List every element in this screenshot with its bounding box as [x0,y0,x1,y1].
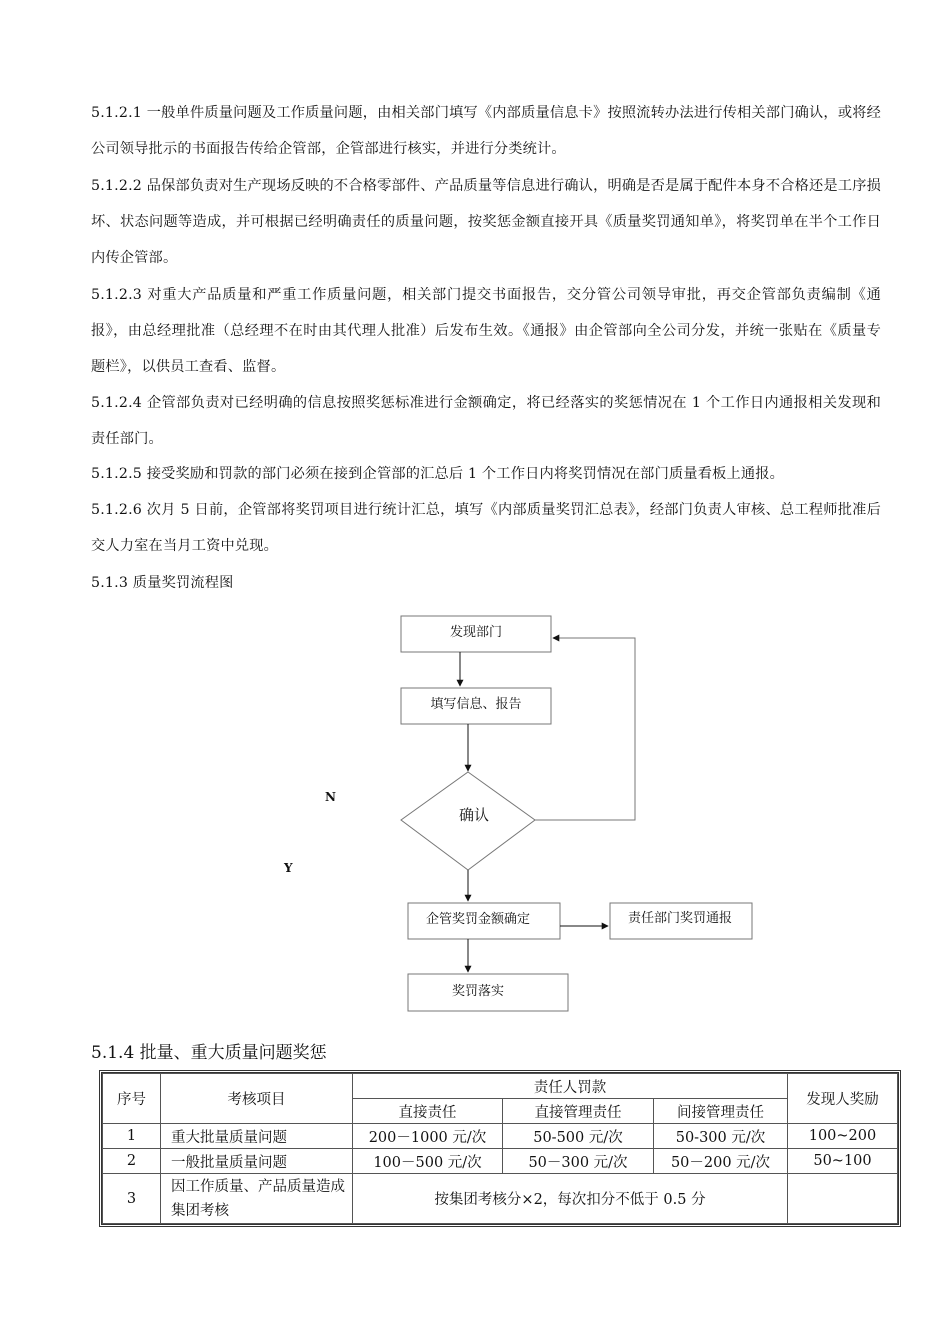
paragraph-5-1-2-2: 5.1.2.2 品保部负责对生产现场反映的不合格零部件、产品质量等信息进行确认，明确是否是属于配件本身不合格还是工序损坏、状态问题等造成，并可根据已经明确责任的质量问题，按奖惩金额直接开具《质量奖罚通知单》，将奖罚单在半个工作日内传企管部。 [91,178,881,266]
penalty-table [102,1073,898,1224]
section-title: 5.1.4 批量、重大质量问题奖惩 [91,1043,327,1063]
box-implement-label: 奖罚落实 [451,984,505,999]
table-row [103,1174,898,1224]
paragraph-5-1-2-4: 5.1.2.4 企管部负责对已经明确的信息按照奖惩标准进行金额确定，将已经落实的奖惩情况在 1 个工作日内通报相关发现和责任部门。 [91,395,881,447]
box-notify-label: 责任部门奖罚通报 [627,911,733,926]
flowchart-caption: 5.1.3 质量奖罚流程图 [91,575,234,591]
cell-indirect-mgmt: 50-300 元/次 [654,1124,788,1149]
cell-seq: 2 [103,1149,161,1174]
header-penalty-group: 责任人罚款 [353,1074,788,1099]
paragraph-5-1-2-6: 5.1.2.6 次月 5 日前，企管部将奖罚项目进行统计汇总，填写《内部质量奖罚汇总表》，经部门负责人审核、总工程师批准后交人力室在当月工资中兑现。 [91,502,881,554]
header-seq: 序号 [103,1074,161,1124]
paragraph-5-1-2-1: 5.1.2.1 一般单件质量问题及工作质量问题，由相关部门填写《内部质量信息卡》按照流转办法进行传相关部门确认，或将经公司领导批示的书面报告传给企管部，企管部进行核实，并进行分类统计。 [91,105,881,157]
cell-reward: 100~200 [788,1124,898,1149]
header-finder-reward: 发现人奖励 [788,1074,898,1124]
penalty-table-frame [99,1070,901,1227]
header-direct-mgmt: 直接管理责任 [503,1099,654,1124]
cell-direct: 200－1000 元/次 [353,1124,503,1149]
cell-reward [788,1174,898,1224]
paragraph-5-1-2-5: 5.1.2.5 接受奖励和罚款的部门必须在接到企管部的汇总后 1 个工作日内将奖罚情况在部门质量看板上通报。 [91,466,785,482]
cell-direct-mgmt: 50-500 元/次 [503,1124,654,1149]
cell-seq: 3 [103,1174,161,1224]
cell-seq: 1 [103,1124,161,1149]
paragraph-5-1-2-3: 5.1.2.3 对重大产品质量和严重工作质量问题，相关部门提交书面报告，交分管公司领导审批，再交企管部负责编制《通报》，由总经理批准（总经理不在时由其代理人批准）后发布生效。《通报》由企管部向全公司分发，并统一张贴在《质量专题栏》，以供员工查看、监督。 [91,287,881,375]
label-y: Y [284,861,293,875]
cell-item: 重大批量质量问题 [161,1124,353,1149]
cell-indirect-mgmt: 50－200 元/次 [654,1149,788,1174]
cell-item: 一般批量质量问题 [161,1149,353,1174]
table-row [103,1124,898,1149]
table-header-row [103,1074,898,1099]
header-item: 考核项目 [161,1074,353,1124]
cell-reward: 50~100 [788,1149,898,1174]
header-indirect-mgmt: 间接管理责任 [654,1099,788,1124]
box-amount-label: 企管奖罚金额确定 [425,912,531,927]
table-row [103,1149,898,1174]
cell-direct: 100－500 元/次 [353,1149,503,1174]
cell-item: 因工作质量、产品质量造成集团考核 [161,1174,353,1224]
cell-merged-penalty: 按集团考核分×2，每次扣分不低于 0.5 分 [353,1174,788,1224]
diamond-confirm-label: 确认 [458,806,490,824]
label-n: N [325,790,336,804]
box-fill-label: 填写信息、报告 [430,697,522,712]
header-direct: 直接责任 [353,1099,503,1124]
cell-direct-mgmt: 50－300 元/次 [503,1149,654,1174]
arrow-confirm-feedback [535,638,635,820]
box-discover-label: 发现部门 [449,625,503,640]
